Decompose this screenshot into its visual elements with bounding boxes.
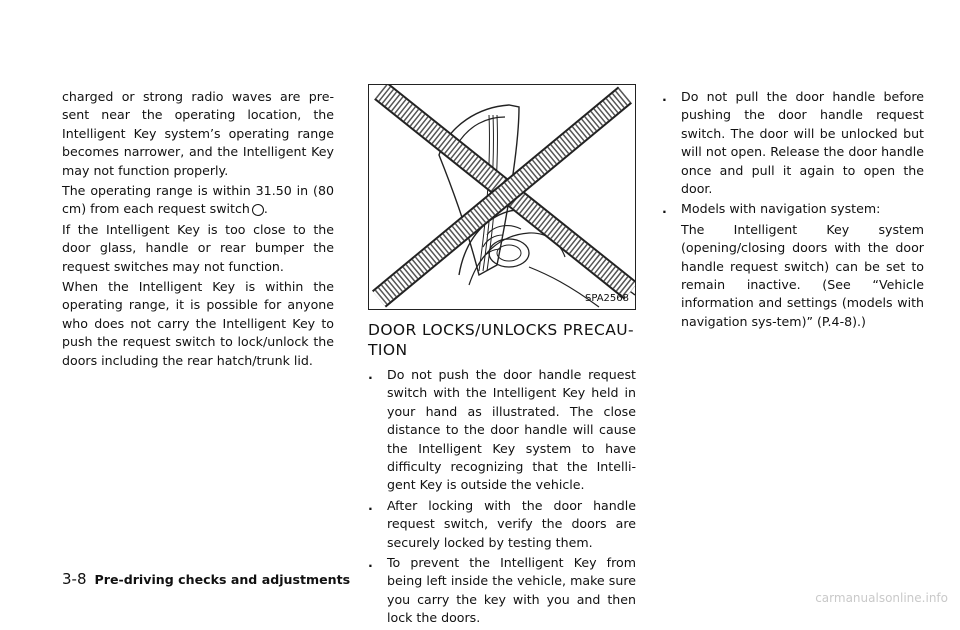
paragraph: charged or strong radio waves are pre-sent near the operating location, the Intelligent Key system’s operating range becomes narrower, and the Intelligent Key may not function properly. (62, 89, 334, 178)
right-column (662, 88, 924, 333)
precaution-list-continued (662, 88, 924, 331)
list-item-text: Do not pull the door handle before pushing the door handle request switch. The door will be unlocked but will not open. Release the door handle once and pull it again to open the door. (681, 89, 924, 197)
list-item-text: After locking with the door handle request switch, verify the doors are securely locked by testing them. (387, 497, 636, 550)
list-item-text: Models with navigation system: (681, 201, 881, 217)
sub-paragraph: The Intelligent Key system (opening/closing doors with the door handle request switch) can be set to remain inactive. (See “Vehicle information and settings (models with navigation sys-tem)” (P.4-8).) (681, 221, 924, 329)
list-item-text: To prevent the Intelligent Key from being left inside the vehicle, make sure you carry the key with you and then lock the doors. (387, 555, 636, 626)
list-item (368, 366, 636, 495)
middle-column (368, 84, 636, 630)
callout-circle-icon (252, 204, 264, 216)
paragraph-text: The operating range is within 31.50 in (80 cm) from each request switch (62, 183, 334, 217)
list-item (368, 554, 636, 628)
paragraph (62, 182, 334, 219)
bullet: . (662, 201, 667, 217)
hand-holding-key-illustration (369, 85, 636, 310)
bullet: . (368, 555, 373, 571)
bullet: . (368, 367, 373, 382)
left-column (62, 88, 334, 372)
illustration-figure (368, 84, 636, 310)
bullet: . (662, 89, 667, 104)
list-item-text: Do not push the door handle request switch with the Intelligent Key held in your hand as illustrated. The close distance to the door handle will cause the Intelligent Key system to have difficulty recognizing that the Intelli-gent Key is outside the vehicle. (387, 367, 636, 493)
figure-code: SPA2568 (584, 293, 629, 304)
list-item (662, 88, 924, 198)
bullet: . (368, 497, 373, 513)
section-heading: DOOR LOCKS/UNLOCKS PRECAU-TION (368, 321, 635, 359)
page-number: 3-8 (62, 570, 87, 588)
paragraph: When the Intelligent Key is within the operating range, it is possible for anyone who does not carry the Intelligent Key to push the request switch to lock/unlock the doors including the rear hatch/trunk lid. (62, 279, 334, 368)
paragraph: If the Intelligent Key is too close to the door glass, handle or rear bumper the request switches may not function. (62, 221, 334, 274)
list-item (662, 200, 924, 331)
prohibited-x-icon (379, 91, 631, 299)
page-footer (62, 571, 350, 588)
precaution-list (368, 366, 636, 628)
watermark: carmanualsonline.info (815, 591, 948, 605)
chapter-title: Pre-driving checks and adjustments (94, 572, 351, 587)
list-item (368, 497, 636, 552)
period: . (263, 201, 268, 217)
